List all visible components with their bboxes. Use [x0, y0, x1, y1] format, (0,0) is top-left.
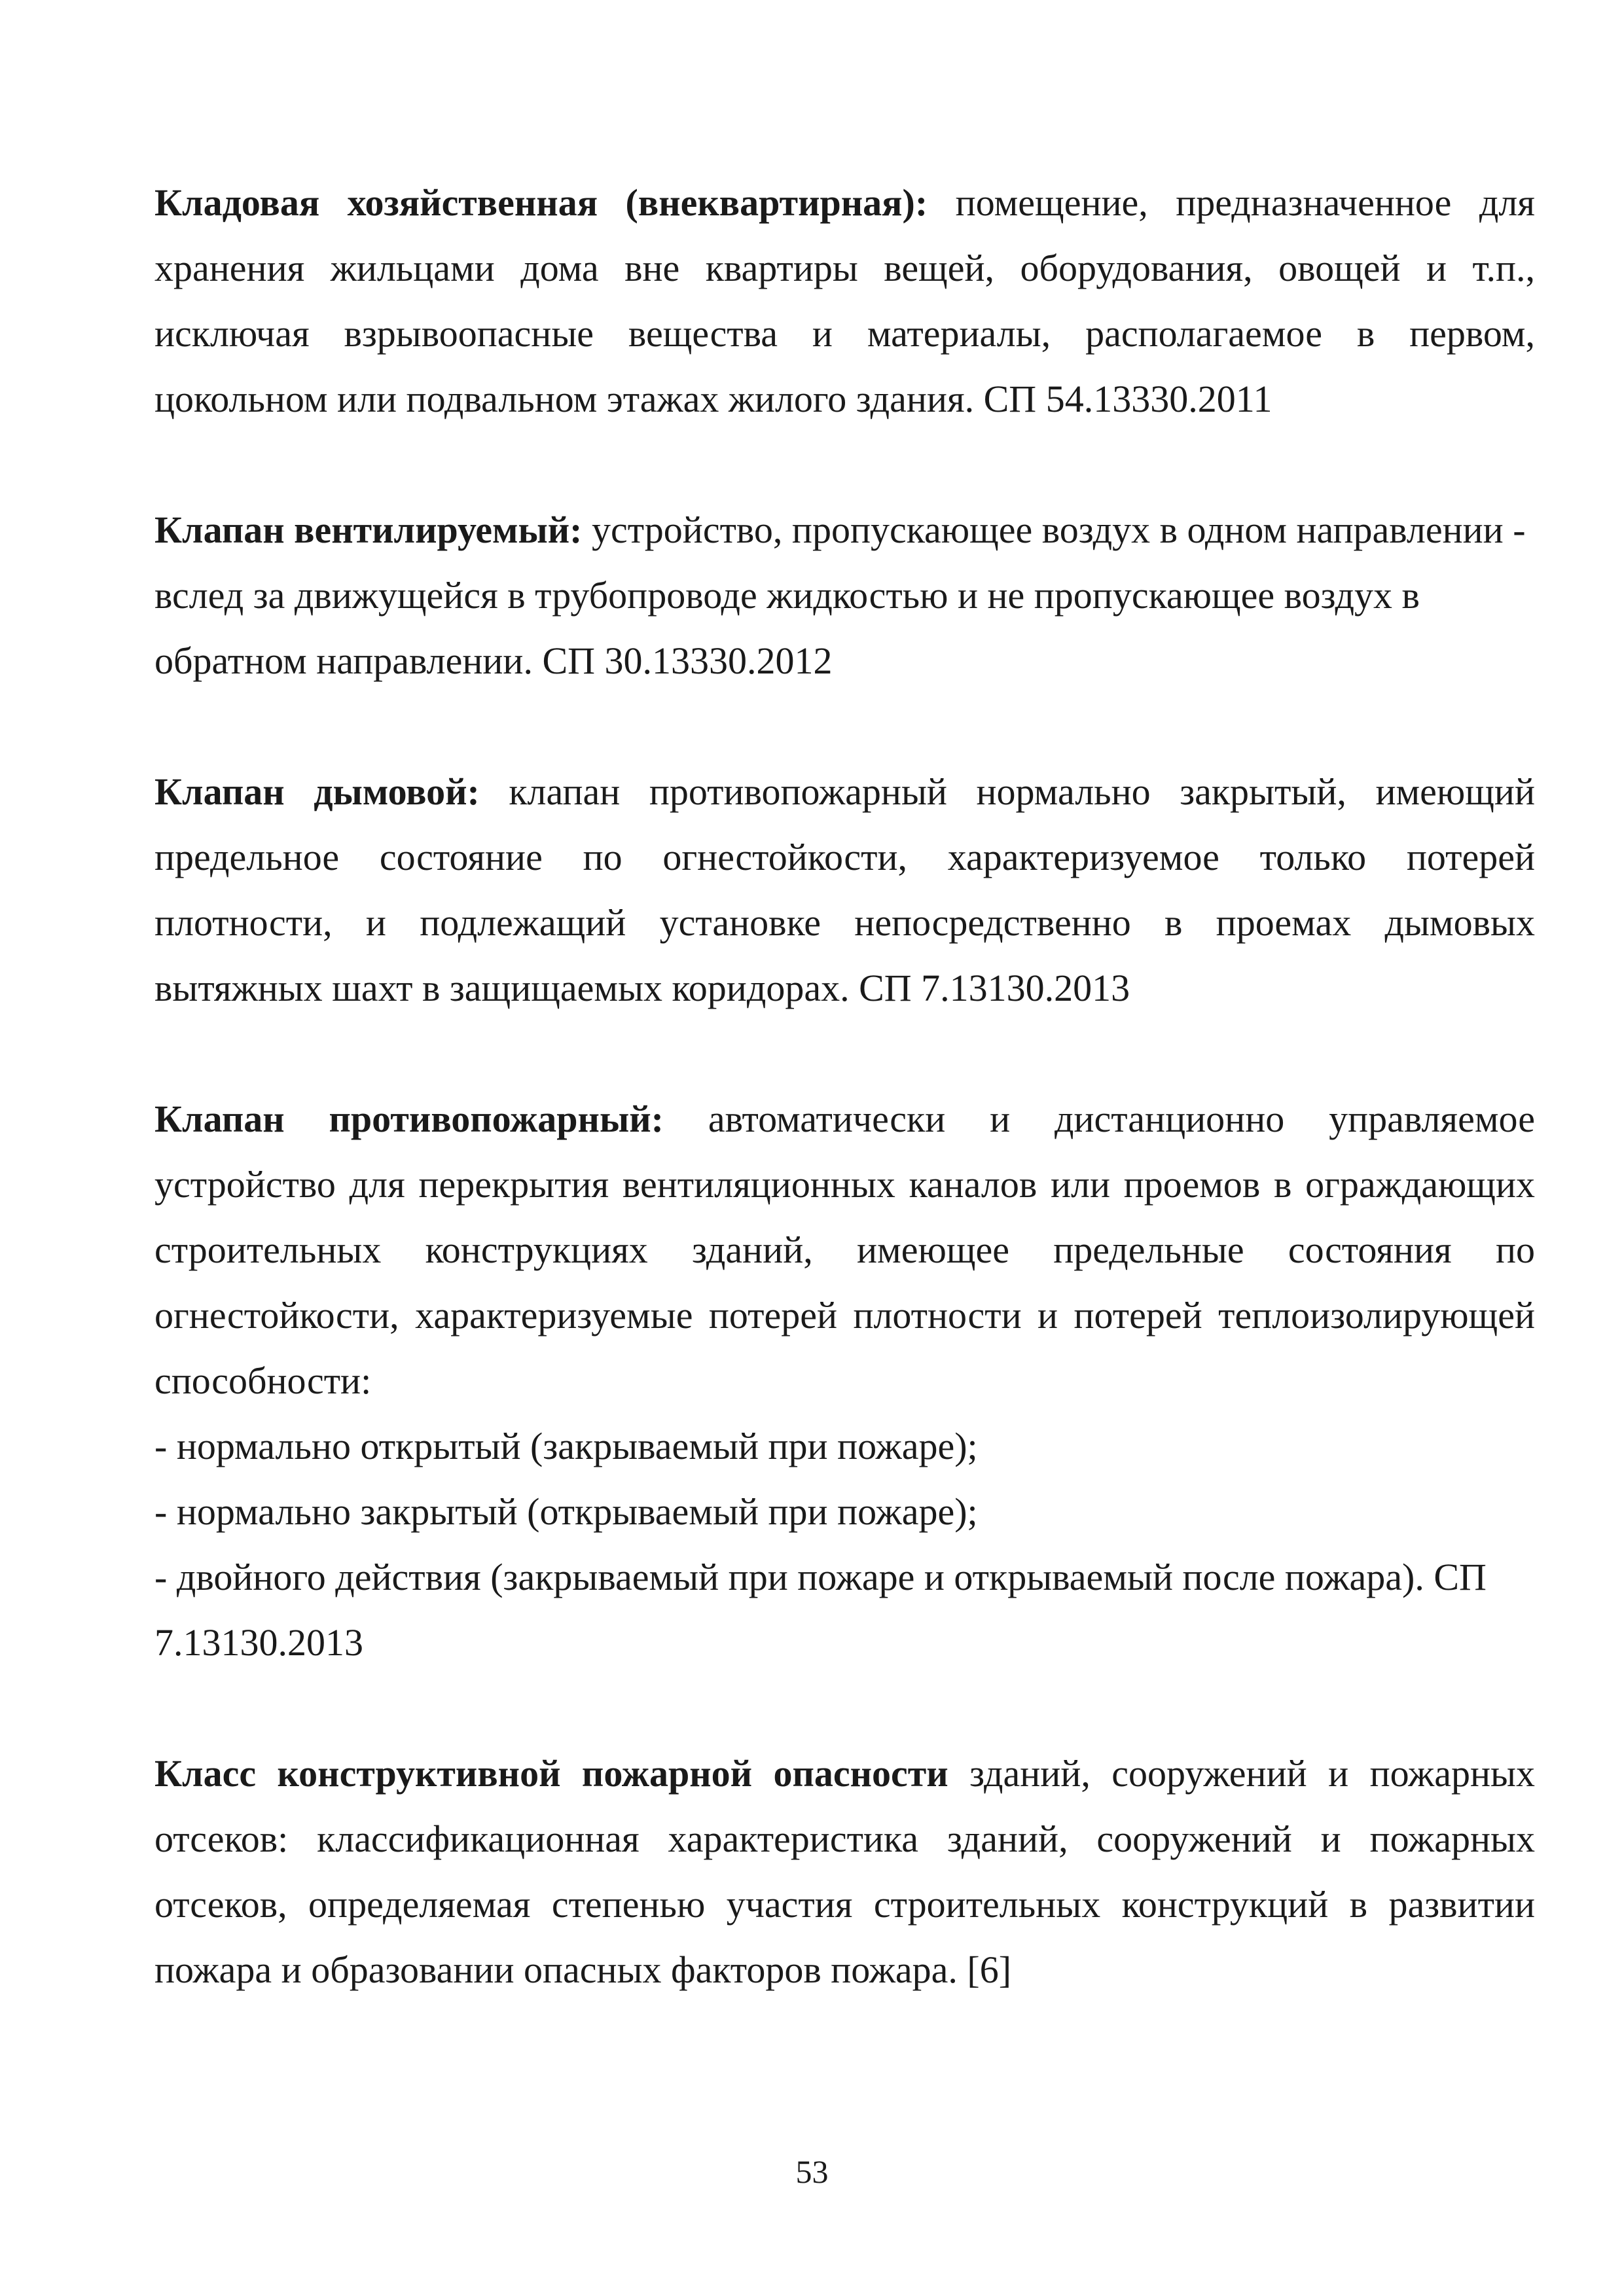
entry-paragraph	[154, 1086, 1535, 1414]
list-item: - двойного действия (закрываемый при пожаре и открываемый после пожара). СП 7.13130.2013	[154, 1556, 1487, 1664]
entry-klapan-protivopozharnyi	[154, 1086, 1535, 1676]
entry-klass-konstruktivnoi	[154, 1741, 1535, 2003]
page-number: 53	[795, 2153, 829, 2190]
entry-term: Клапан дымовой:	[154, 770, 480, 813]
entry-paragraph	[154, 497, 1535, 694]
list-item: - нормально открытый (закрываемый при пожаре);	[154, 1425, 978, 1467]
entry-definition: клапан противопожарный нормально закрытый, имеющий предельное состояние по огнестойкости, характеризуемое только потерей плотности, и подлежащий установке непосредственно в проемах дымовых вытяжных шахт в защищаемых коридорах. СП 7.13130.2013	[154, 770, 1535, 1009]
entry-klapan-ventiliruemyi	[154, 497, 1535, 694]
entry-term: Класс конструктивной пожарной опасности	[154, 1752, 948, 1795]
entry-klapan-dymovoi	[154, 759, 1535, 1021]
entry-definition: помещение, предназначенное для хранения жильцами дома вне квартиры вещей, оборудования, овощей и т.п., исключая взрывоопасные вещества и материалы, располагаемое в первом, цокольном или подвальном этажах жилого здания. СП 54.13330.2011	[154, 181, 1535, 420]
entry-term: Клапан вентилируемый:	[154, 509, 583, 551]
entry-paragraph	[154, 759, 1535, 1021]
entry-definition: автоматически и дистанционно управляемое устройство для перекрытия вентиляционных каналов или проемов в ограждающих строительных конструкциях зданий, имеющее предельные состояния по огнестойкости, характеризуемые потерей плотности и потерей теплоизолирующей способности:	[154, 1098, 1535, 1402]
entry-paragraph	[154, 170, 1535, 432]
entry-term: Кладовая хозяйственная (внеквартирная):	[154, 181, 928, 224]
entry-kladovaya	[154, 170, 1535, 432]
list-item: - нормально закрытый (открываемый при пожаре);	[154, 1490, 978, 1533]
entry-definition: зданий, сооружений и пожарных отсеков: классификационная характеристика зданий, сооружений и пожарных отсеков, определяемая степенью участия строительных конструкций в развитии пожара и образовании опасных факторов пожара. [6]	[154, 1752, 1535, 1991]
entry-term: Клапан противопожарный:	[154, 1098, 664, 1140]
entry-paragraph	[154, 1741, 1535, 2003]
entry-definition: устройство, пропускающее воздух в одном направлении - вслед за движущейся в трубопроводе жидкостью и не пропускающее воздух в обратном направлении. СП 30.13330.2012	[154, 509, 1526, 682]
